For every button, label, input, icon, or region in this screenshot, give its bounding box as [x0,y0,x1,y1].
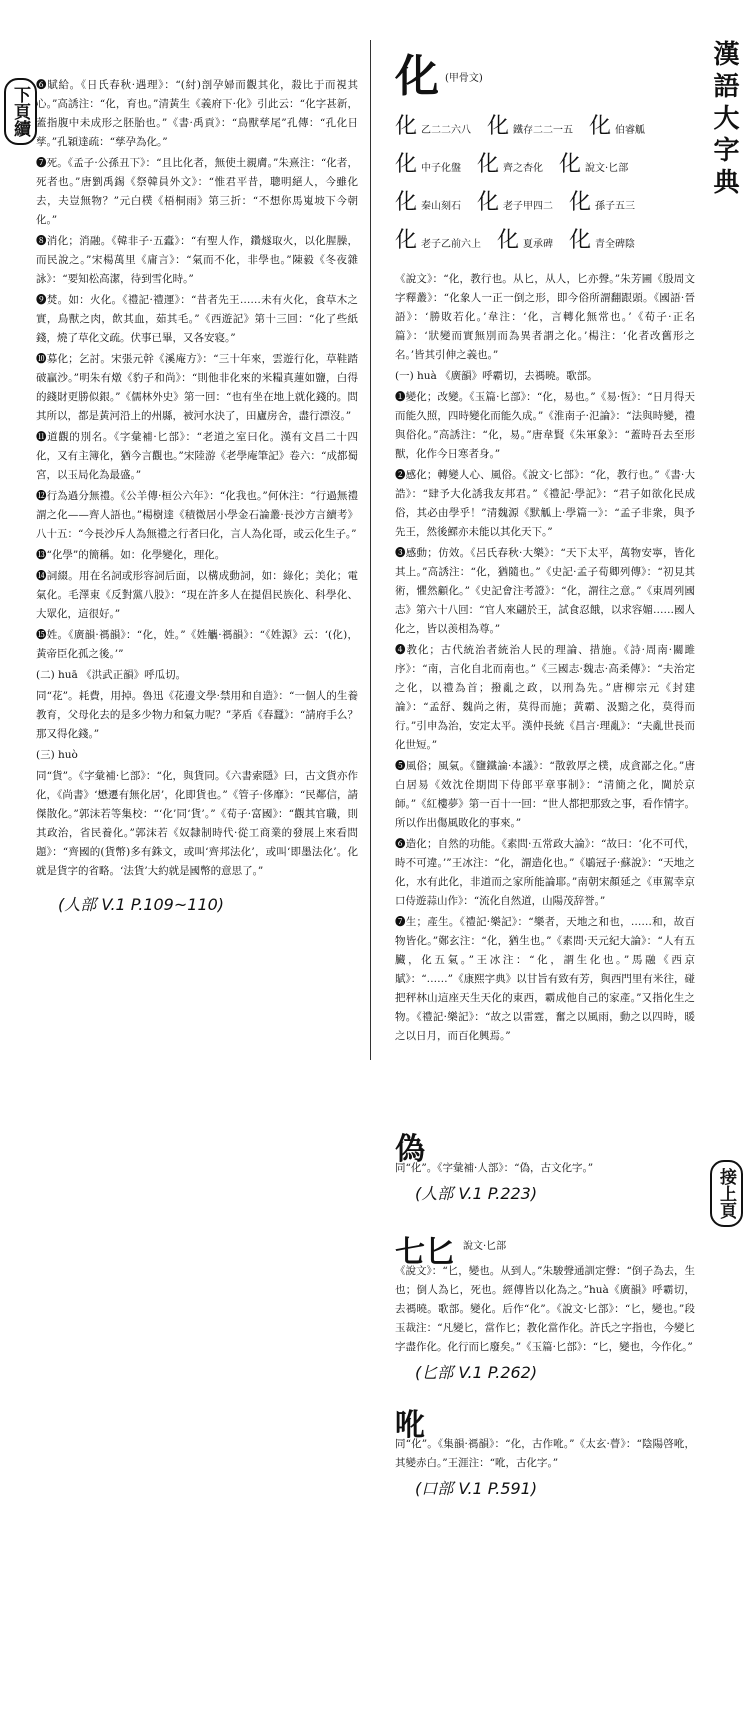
glyph-character: 化 [497,228,520,253]
glyph-character: 化 [395,190,418,215]
head-pron-note: (甲骨文) [445,73,483,84]
glyph-character: 化 [487,114,510,139]
definition-paragraph: ❼死。《孟子·公孫丑下》：“且比化者，無使土親膚。”朱熹注：“化者，死者也。”唐劉禹錫《祭韓員外文》：“惟君平昔，聰明絕人，今雖化去，夫豈無物？”元白樸《梧桐雨》第三折：“不想你馬嵬坡下今朝化。” [36,157,358,226]
glyph-form [569,186,635,224]
glyph-form [477,186,553,224]
glyph-character: 化 [395,228,418,253]
definition-paragraph: ❿募化；乞討。宋張元幹《溪庵方》：“三十年來，雲遊行化，草鞋踏破贏沙。”明朱有燉《豹子和尚》：“則他非化來的米糧真蓮如鹽，白得的錢財更勝似銀。”《儒林外史》第一回：“也有坐在地上就化錢的。問其所以，都是黃河沿上的州縣，被河水決了，田廬房舍，盡行漂沒。” [36,353,358,422]
entry-character: 偽 [395,1132,425,1167]
glyph-form [395,224,481,262]
glyph-source: 孫子五三 [595,201,636,212]
glyph-form [569,224,635,262]
entry-gao [395,1408,695,1498]
glyph-form [395,110,471,148]
definition-paragraph: ❶變化；改變。《玉篇·匕部》：“化，易也。”《易·恆》：“日月得天而能久照，四時變化而能久成。”《淮南子·氾論》：“法與時變，禮與俗化。”高誘注：“化，易。”唐韋賢《朱軍象》：“蓋時吾去至形獸，化作今日寒者身。” [395,391,695,460]
entry-hua2 [395,1237,695,1382]
entry-handnote: (匕部 V.1 P.262) [415,1363,538,1382]
entry-wei [395,1132,695,1203]
glyph-source: 乙二二六八 [421,125,472,136]
glyph-form [559,148,628,186]
definition-paragraph: 《說文》：“化，教行也。从匕，从人，匕亦聲。”朱芳圃《殷周文字釋叢》：“化象人一正一倒之形，即今俗所謂翻跟頭。《國語·晉語》：‘勝敗若化。’韋注：‘化，言轉化無常也。’《荀子·正名篇》：‘狀變而實無別而為異者謂之化。’楊注：‘化者改舊形之名。’皆其引伸之義也。” [395,273,695,361]
glyph-form [487,110,573,148]
entry-text: 同“化”。《字彙補·人部》：“偽，古文化字。” [395,1162,594,1174]
definition-paragraph: (二) huā 《洪武正韻》呼瓜切。 [36,669,187,681]
glyph-source: 夏承碑 [523,239,554,250]
entry-text: 《說文》：“匕，變也。从到人。”朱駿聲通訓定聲：“倒子為去，生也；倒人為匕，死也。經傳皆以化為之。”huà《廣韻》呼霸切，去禡曉。歌部。變化。后作“化”。《說文·匕部》：“匕，變也。”段玉裁注：“凡變匕，當作匕；教化當作化。許氏之字指也，今變匕字盡作化。化行而匕廢矣。”《玉篇·匕部》：“匕，變也，今作化。” [395,1265,695,1353]
left-column [36,76,358,914]
glyph-form [395,186,461,224]
glyph-form [497,224,553,262]
glyph-source: 齊之杏化 [503,163,544,174]
definition-paragraph: ⓬行為過分無禮。《公羊傳·桓公六年》：“化我也。”何休注：“行過無禮謂之化——齊人語也。”楊樹達《積微居小學金石論叢·長沙方言續考》八十五：“今長沙斥人為無禮之行者曰化，言人為化哥，或云化生子。” [36,490,358,540]
glyph-source: 說文·匕部 [585,163,629,174]
left-handnote: (人部 V.1 P.109~110) [58,895,225,914]
head-character: 化 [395,51,439,102]
definition-paragraph: ❽消化；消融。《韓非子·五蠹》：“有聖人作，鑽燧取火，以化腥臊，而民說之。”宋楊萬里《庸言》：“氣而不化，非學也。”陳毅《冬夜雜詠》：“要知松高潔，待到雪化時。” [36,235,358,285]
definition-paragraph: ⓫道觀的別名。《字彙補·匕部》：“老道之室曰化。漢有文昌二十四化，又有主簿化，猶今言觀也。”宋陸游《老學庵筆記》卷六：“成都蜀宮，以玉局化為最盛。” [36,431,358,481]
definition-paragraph: (三) huò [36,749,78,761]
definition-paragraph: ❼生；產生。《禮記·樂記》：“樂者，天地之和也，……和，故百物皆化。”鄭玄注：“化，猶生也。”《素問·天元紀大論》：“人有五臟，化五氣。”王冰注：“化，謂生化也。”馬融《西京賦》：“……”《康熙字典》以甘旨有致有芳，與西門里有米往，碰把秤林山這座天生天化的東西，霸成他自己的家產。”又指化生之物。《禮記·樂記》：“故之以雷霆，奮之以風雨，動之以四時，暖之以日月，而百化興焉。” [395,916,695,1042]
definition-paragraph: ❸感動；仿效。《呂氏春秋·大樂》：“天下太平，萬物安寧，皆化其上。”高誘注：“化，猶隨也。”《史記·孟子荀卿列傳》：“初見其術，懼然顧化。”《史記會注考證》：“化，謂往之意。”《東周列國志》第六十八回：“官人來翩於王，試食忍餓，以求容媚……國人化之，皆以羡相為尊。” [395,547,695,635]
glyph-forms [395,110,705,262]
glyph-character: 化 [477,190,500,215]
head-entry [395,40,705,262]
definition-paragraph: ⓭“化學”的簡稱。如：化學變化，理化。 [36,549,226,561]
glyph-character: 化 [477,152,500,177]
definition-paragraph: ❺風俗；風氣。《鹽鐵論·本議》：“散敦厚之樸，成貪鄙之化。”唐白居易《效沈佺期問下侍郎平章事制》：“清簡之化，閫於京師。”《紅樓夢》第一百十一回：“世人都把那致之事，看作情字。所以作出傷風敗化的事來。” [395,760,695,829]
lower-entries [395,1132,695,1532]
glyph-source: 秦山刻石 [421,201,462,212]
definition-paragraph: 同“貨”。《字彙補·匕部》：“化，與貨同。《六書索隱》曰，古文貨亦作化，《尚書》‘懋遷有無化居’，化即貨也。”《管子·侈靡》：“民鄰信，請傑散化。”郭沫若等集校：“‘化’同‘貨’。”《荀子·富國》：“觀其官職，則其政治，省民養化。”郭沫若《奴隸制時代·從工商業的發展上來看問題》：“齊國的(貨幣)多有銖文，或叫‘齊邦法化’，或叫‘即墨法化’。化就是貨字的省略。‘法貨’大約就是國幣的意思了。” [36,770,358,877]
entry-handnote: (人部 V.1 P.223) [415,1184,538,1203]
definition-paragraph: ⓯姓。《廣韻·禡韻》：“化，姓。”《姓觿·禡韻》：“《姓源》云：‘(化)，黃帝臣化孤之後。’” [36,629,358,660]
glyph-character: 化 [589,114,612,139]
glyph-source: 老子乙前六上 [421,239,482,250]
glyph-form [589,110,645,148]
glyph-source: 伯睿觚 [615,125,646,136]
definition-paragraph: 同“花”。耗費，用掉。魯迅《花邊文學·禁用和自造》：“一個人的生養教育，父母化去的是多少物力和氣力呢？”茅盾《春蠶》：“請府手么？那又得化錢。” [36,690,358,740]
definition-paragraph: (一) huà 《廣韻》呼霸切，去禡曉。歌部。 [395,370,598,382]
entry-character: 吪 [395,1408,425,1443]
definition-paragraph: ❾焚。如：火化。《禮記·禮運》：“昔者先王……未有火化，食草木之實，鳥獸之肉，飲其血，茹其毛。”《西遊記》第十三回：“化了些紙錢，燒了草化文疏。伏事已畢，又各安寝。” [36,294,358,344]
definition-paragraph: ❻賦給。《日氏春秋·遇理》：“(紂)剖孕婦而觀其化，殺比于而視其心。”高誘注：“化，育也。”清黃生《義府下·化》引此云：“化字甚新，蓋指腹中未成形之胚胎也。”《書·禹貢》：“鳥獸孳尾”孔傳：“孔化日孳。”孔穎達疏：“孳孕為化。” [36,79,358,148]
glyph-form [395,148,461,186]
definition-paragraph: ❹教化；古代統治者統治人民的理論、措施。《詩·周南·關雎序》：“南，言化自北而南也。”《三國志·魏志·高柔傳》：“夫治定之化，以禮為首；撥亂之政，以刑為先。”唐柳宗元《封建論》：“孟舒、魏尚之術，莫得而施；黃霸、汲黯之化，莫得而行。”引申為治，安定太平。漢仲長統《昌言·理亂》：“夫亂世長而化世短。” [395,644,695,751]
glyph-source: 鐵存二二一五 [513,125,574,136]
column-divider [370,40,371,1060]
right-column [395,270,695,1048]
definition-paragraph: ❷感化；轉變人心、風俗。《說文·匕部》：“化，教行也。”《書·大誥》：“肆予大化誘我友邦君。”《禮記·學記》：“君子如欲化民成俗，其必由學乎！”清魏源《默觚上·學篇一》：“孟子非衆，與予先王，然後鰥亦未能以其化天下。” [395,469,695,538]
entry-character: 七匕 [395,1235,455,1270]
glyph-form [477,148,543,186]
glyph-character: 化 [395,114,418,139]
glyph-source: 青全碑陰 [595,239,636,250]
glyph-character: 化 [395,152,418,177]
glyph-source: 中子化盤 [421,163,462,174]
glyph-source: 老子甲四二 [503,201,554,212]
glyph-character: 化 [559,152,582,177]
dictionary-title: 漢語大字典 [709,40,739,200]
entry-handnote: (口部 V.1 P.591) [415,1479,538,1498]
glyph-character: 化 [569,190,592,215]
entry-text: 同“化”。《集韻·禡韻》：“化，古作吪。”《太玄·瞢》：“陰陽啓吪，其變赤白。”王涯注：“吪，古化字。” [395,1438,695,1469]
continued-next-page-tab: 下頁續 [4,78,37,145]
definition-paragraph: ⓮詞綴。用在名詞或形容詞后面，以構成動詞，如：綠化；美化；電氣化。毛澤東《反對黨八股》：“現在許多人在提倡民族化、科學化、大眾化，這很好。” [36,570,358,620]
entry-source: 說文·匕部 [463,1241,507,1252]
continued-from-prev-page-tab: 接上頁 [710,1160,743,1227]
definition-paragraph: ❻造化；自然的功能。《素問·五常政大論》：“故曰：‘化不可代，時不可違。’”王冰注：“化，謂造化也。”《鶡冠子·蘇說》：“天地之化，水有此化，非道而之家所能論耶。”南朝宋顏延之《車駕幸京口侍遊蒜山作》：“流化自然道，山陽茂辞誉。” [395,838,695,907]
glyph-character: 化 [569,228,592,253]
